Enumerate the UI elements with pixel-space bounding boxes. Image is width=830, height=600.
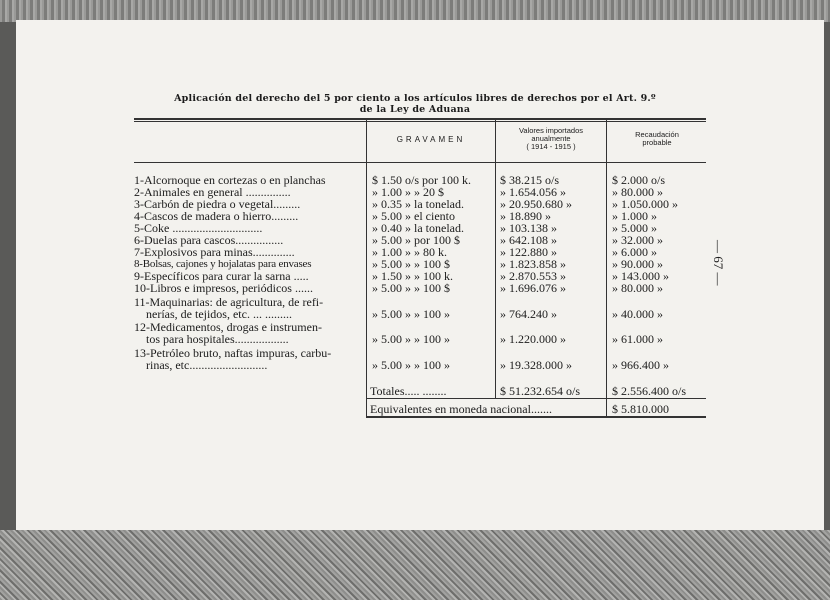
table-row bbox=[0, 333, 830, 346]
row-valor: » 103.138 » bbox=[500, 221, 557, 235]
row-valor: » 1.220.000 » bbox=[500, 332, 566, 346]
row-gravamen: » 5.00 » por 100 $ bbox=[372, 233, 460, 247]
row-label: 4-Cascos de madera o hierro......... bbox=[134, 210, 299, 223]
table-row bbox=[0, 282, 830, 295]
row-valor: » 122.880 » bbox=[500, 245, 557, 259]
row-label-cont: tos para hospitales.................. bbox=[146, 333, 289, 346]
row-valor: » 1.654.056 » bbox=[500, 185, 566, 199]
top-rule-thin bbox=[134, 121, 706, 122]
row-label-cont: rinas, etc.......................... bbox=[146, 359, 268, 372]
scan-bottom-edge bbox=[0, 530, 830, 600]
row-valor: » 2.870.553 » bbox=[500, 269, 566, 283]
header-valores-line3: ( 1914 - 1915 ) bbox=[526, 142, 576, 151]
top-rule bbox=[134, 118, 706, 120]
row-recaudacion: » 80.000 » bbox=[612, 185, 663, 199]
row-valor: » 764.240 » bbox=[500, 307, 557, 321]
row-gravamen: » 5.00 » » 100 » bbox=[372, 358, 450, 372]
row-label: 7-Explosivos para minas.............. bbox=[134, 246, 295, 259]
row-gravamen: » 5.00 » » 100 $ bbox=[372, 281, 450, 295]
row-label: 1-Alcornoque en cortezas o en planchas bbox=[134, 174, 326, 187]
row-gravamen: » 0.40 » la tonelad. bbox=[372, 221, 464, 235]
row-valor: » 642.108 » bbox=[500, 233, 557, 247]
row-gravamen: » 1.50 » » 100 k. bbox=[372, 269, 453, 283]
row-label: 3-Carbón de piedra o vegetal......... bbox=[134, 198, 301, 211]
row-valor: » 1.696.076 » bbox=[500, 281, 566, 295]
row-recaudacion: » 5.000 » bbox=[612, 221, 657, 235]
row-recaudacion: » 80.000 » bbox=[612, 281, 663, 295]
row-label: 10-Libros e impresos, periódicos ...... bbox=[134, 282, 313, 295]
row-gravamen: » 0.35 » la tonelad. bbox=[372, 197, 464, 211]
table-row bbox=[0, 359, 830, 372]
row-valor: » 19.328.000 » bbox=[500, 358, 572, 372]
row-recaudacion: » 1.050.000 » bbox=[612, 197, 678, 211]
row-gravamen: » 1.00 » » 80 k. bbox=[372, 245, 447, 259]
row-gravamen: » 5.00 » » 100 » bbox=[372, 307, 450, 321]
row-recaudacion: » 6.000 » bbox=[612, 245, 657, 259]
row-label: 2-Animales en general ............... bbox=[134, 186, 291, 199]
header-gravamen: GRAVAMEN bbox=[396, 135, 466, 144]
row-label: 11-Maquinarias: de agricultura, de refi- bbox=[134, 296, 324, 309]
row-recaudacion: » 1.000 » bbox=[612, 209, 657, 223]
row-recaudacion: » 61.000 » bbox=[612, 332, 663, 346]
table-row bbox=[0, 308, 830, 321]
table-title: Aplicación del derecho del 5 por ciento a los artículos libres de derechos por el Art. 9.º bbox=[174, 93, 656, 104]
row-label-cont: nerías, de tejidos, etc. ... ......... bbox=[146, 308, 292, 321]
header-rule bbox=[134, 162, 706, 163]
row-label: 5-Coke .............................. bbox=[134, 222, 263, 235]
row-gravamen: » 5.00 » » 100 » bbox=[372, 332, 450, 346]
row-label: 9-Específicos para curar la sarna ..... bbox=[134, 270, 309, 283]
row-recaudacion: » 90.000 » bbox=[612, 257, 663, 271]
equivalent-label: Equivalentes en moneda nacional....... bbox=[370, 402, 552, 416]
totals-valor: $ 51.232.654 o/s bbox=[500, 384, 581, 398]
row-recaudacion: » 966.400 » bbox=[612, 358, 669, 372]
page-number: — 67 — bbox=[711, 240, 726, 286]
row-label: 13-Petróleo bruto, naftas impuras, carbu- bbox=[134, 347, 332, 360]
header-valores-line1: Valores importados bbox=[518, 126, 584, 135]
row-valor: » 20.950.680 » bbox=[500, 197, 572, 211]
totals-recaudacion: $ 2.556.400 o/s bbox=[612, 384, 687, 398]
header-recaudacion-line2: probable bbox=[642, 138, 672, 147]
row-label: 12-Medicamentos, drogas e instrumen- bbox=[134, 321, 322, 334]
row-recaudacion: » 32.000 » bbox=[612, 233, 663, 247]
row-valor: $ 38.215 o/s bbox=[500, 173, 560, 187]
header-valores-line2: anualmente bbox=[531, 134, 571, 143]
row-gravamen: » 5.00 » el ciento bbox=[372, 209, 455, 223]
row-gravamen: » 5.00 » » 100 $ bbox=[372, 257, 450, 271]
row-label: 8-Bolsas, cajones y hojalatas para envases bbox=[134, 258, 312, 270]
row-label: 6-Duelas para cascos................ bbox=[134, 234, 284, 247]
row-gravamen: $ 1.50 o/s por 100 k. bbox=[372, 173, 471, 187]
header-recaudacion-line1: Recaudación bbox=[635, 130, 679, 139]
row-valor: » 1.823.858 » bbox=[500, 257, 566, 271]
row-recaudacion: » 40.000 » bbox=[612, 307, 663, 321]
equivalent-value: $ 5.810.000 bbox=[612, 402, 669, 416]
table-subtitle: de la Ley de Aduana bbox=[359, 104, 471, 115]
row-recaudacion: » 143.000 » bbox=[612, 269, 669, 283]
totals-label: Totales..... ........ bbox=[370, 384, 447, 398]
row-valor: » 18.890 » bbox=[500, 209, 551, 223]
row-recaudacion: $ 2.000 o/s bbox=[612, 173, 666, 187]
row-gravamen: » 1.00 » » 20 $ bbox=[372, 185, 444, 199]
scan-top-edge bbox=[0, 0, 830, 22]
